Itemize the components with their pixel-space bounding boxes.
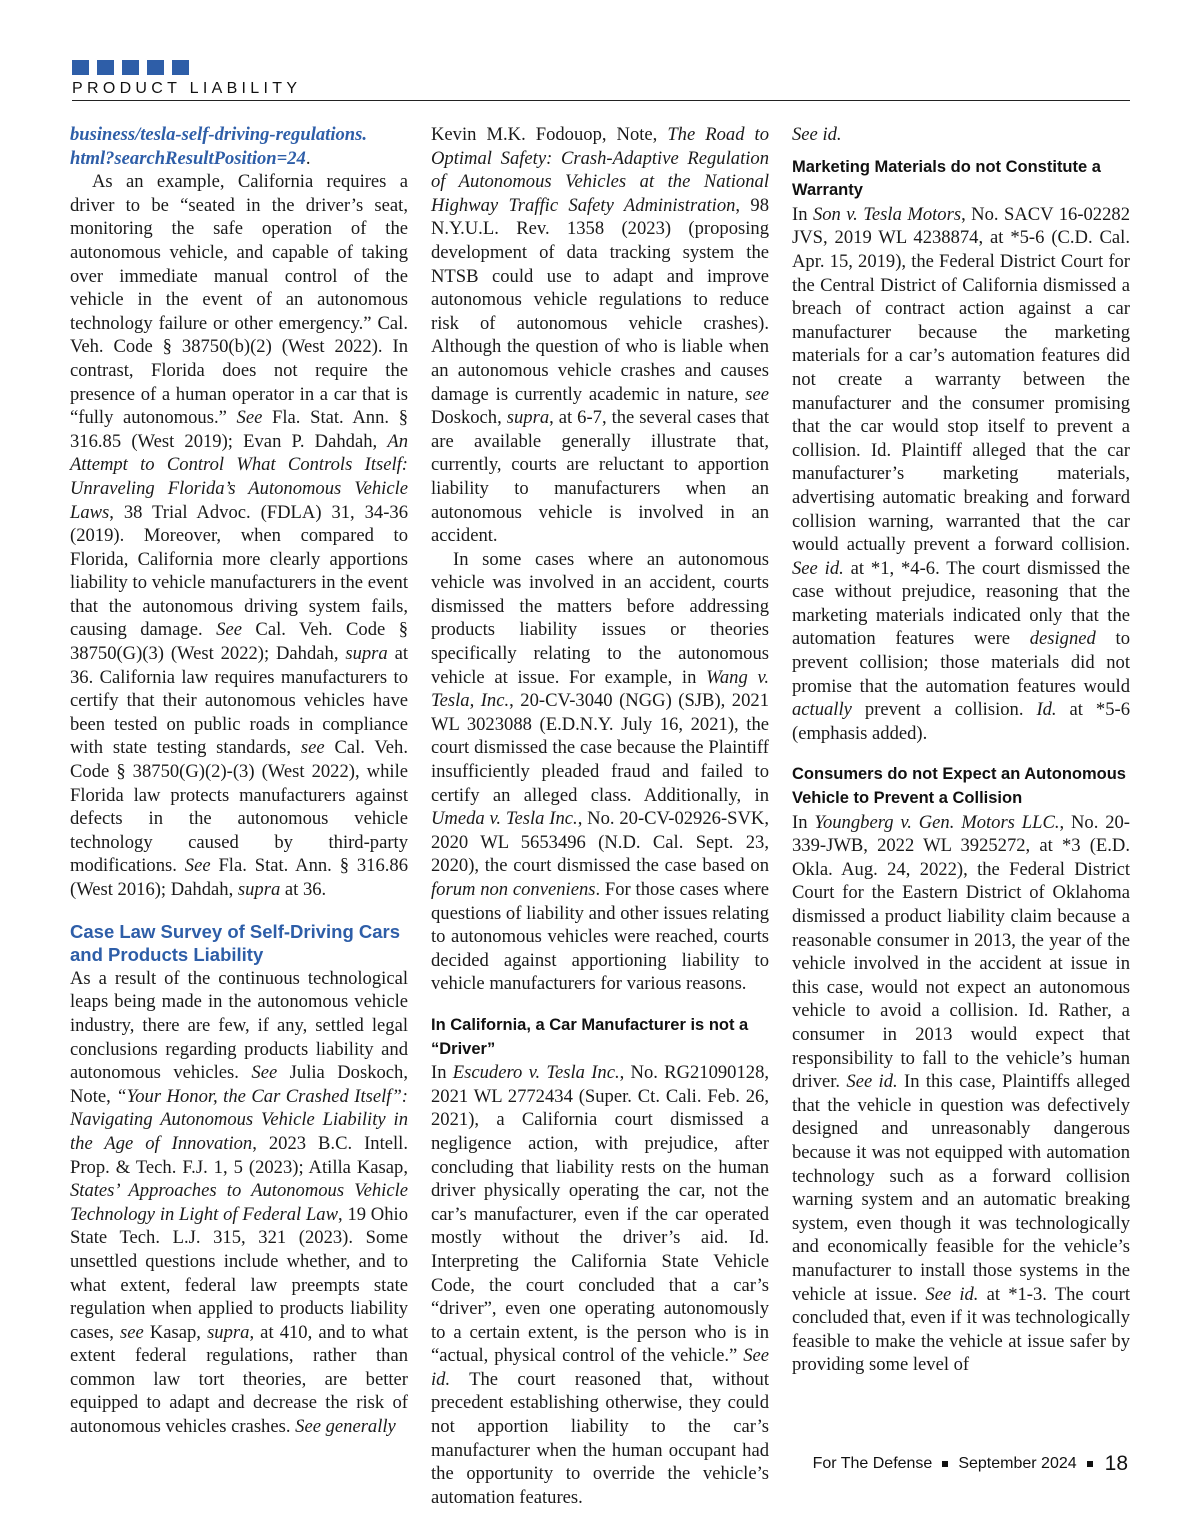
section-label: PRODUCT LIABILITY	[72, 80, 302, 97]
header-square	[122, 60, 139, 75]
url-link[interactable]: business/tesla-self-driving-regulations. html?searchResultPosition=24	[70, 124, 368, 169]
paragraph: As a result of the continuous technological leaps being made in the autonomous vehicle industry, there are few, if any, settled legal conclusions regarding products liability and autonomous vehicles. See Julia Doskoch, Note, “Your Honor, the Car Crashed Itself”: Navigating Autonomous Vehicle Liability in the Age of Innovation, 2023 B.C. Intell. Prop. & Tech. F.J. 1, 5 (2023); Atilla Kasap, States’ Approaches to Autonomous Vehicle Technology in Light of Federal Law, 19 Ohio State Tech. L.J. 315, 321 (2023). Some unsettled questions include whether, and to what extent, federal law preempts state regulation when applied to products liability cases, see Kasap, supra, at 410, and to what extent federal regulations, rather than common law tort theories, are better equipped to adapt and decrease the risk of autonomous vehicles crashes. See generally	[70, 967, 408, 1438]
header-square	[72, 60, 89, 75]
footer-separator	[1087, 1461, 1093, 1467]
publication-name: For The Defense	[812, 1455, 933, 1472]
header-squares	[72, 60, 189, 75]
header-rule	[72, 100, 1130, 101]
issue-date: September 2024	[958, 1455, 1077, 1472]
column-2	[431, 123, 769, 1509]
paragraph: In Escudero v. Tesla Inc., No. RG21090128, 2021 WL 2772434 (Super. Ct. Cali. Feb. 26, 2021), a California court dismissed a negligence action, with prejudice, after concluding that liability rests on the human driver physically operating the car, not the car’s manufacturer, even if the car operated mostly without the driver’s aid. Id. Interpreting the California State Vehicle Code, the court concluded that a car’s “driver”, even one operating autonomously to a certain extent, is the person who is in “actual, physical control of the vehicle.” See id. The court reasoned that, without precedent establishing otherwise, they could not apportion liability to the car’s manufacturer when the human occupant had the opportunity to override the vehicle’s automation features.	[431, 1062, 770, 1508]
column-1	[70, 123, 408, 1439]
url-continuation: business/tesla-self-driving-regulations. html?searchResultPosition=24.	[70, 124, 368, 169]
paragraph: In some cases where an autonomous vehicle was involved in an accident, courts dismissed the matters before addressing products liability issues or theories specifically relating to the autonomous vehicle at issue. For example, in Wang v. Tesla, Inc., 20-CV-3040 (NGG) (SJB), 2021 WL 3023088 (E.D.N.Y. July 16, 2021), the court dismissed the case because the Plaintiff insufficiently pleaded fraud and failed to certify an alleged class. Additionally, in Umeda v. Tesla Inc., No. 20-CV-02926-SVK, 2020 WL 5653496 (N.D. Cal. Sept. 23, 2020), the court dismissed the case based on forum non conveniens. For those cases where questions of liability and other issues relating to autonomous vehicles were reached, courts decided against apportioning liability to vehicle manufacturers for various reasons.	[431, 548, 769, 995]
paragraph: In Youngberg v. Gen. Motors LLC., No. 20-339-JWB, 2022 WL 3925272, at *3 (E.D. Okla. Aug. 24, 2022), the Federal District Court for the Eastern District of Oklahoma dismissed a product liability claim because a reasonable consumer in 2013, the year of the vehicle involved in the accident at issue in this case, would not expect an autonomous vehicle to avoid a collision. Id. Rather, a consumer in 2013 would expect that responsibility to fall to the vehicle’s human driver. See id. In this case, Plaintiffs alleged that the vehicle in question was defectively designed and unreasonably dangerous because it was not equipped with automation technology such as a forward collision warning system and an automatic breaking system, even though it was technologically and economically feasible for the vehicle’s manufacturer to install those systems in the vehicle at issue. See id. at *1-3. The court concluded that, even if it was technologically feasible to make the vehicle at issue safer by providing some level of	[792, 811, 1131, 1376]
subsection-heading: Marketing Materials do not Constitute a Warranty	[792, 157, 1101, 200]
paragraph: Kevin M.K. Fodouop, Note, The Road to Optimal Safety: Crash-Adaptive Regulation of Autonomous Vehicles at the National Highway Traffic Safety Administration, 98 N.Y.U.L. Rev. 1358 (2023) (proposing development of data tracking system the NTSB could use to adapt and improve autonomous vehicle regulations to reduce risk of autonomous vehicle crashes). Although the question of who is liable when an autonomous vehicle crashes and causes damage is currently academic in nature, see Doskoch, supra, at 6-7, the several cases that are available generally illustrate that, currently, courts are reluctant to apportion liability to manufacturers when an autonomous vehicle is involved in an accident.	[431, 124, 770, 547]
header-square	[147, 60, 164, 75]
paragraph-continuation: See id.	[792, 124, 842, 145]
section-heading: Case Law Survey of Self-Driving Cars and Products Liability	[70, 920, 401, 966]
page-footer	[813, 1452, 1128, 1476]
subsection-heading: In California, a Car Manufacturer is not a “Driver”	[431, 1015, 749, 1058]
header-square	[97, 60, 114, 75]
header-square	[172, 60, 189, 75]
paragraph: In Son v. Tesla Motors, No. SACV 16-02282 JVS, 2019 WL 4238874, at *5-6 (C.D. Cal. Apr. 15, 2019), the Federal District Court for the Central District of California dismissed a breach of contract action against a car manufacturer because the marketing materials for a car’s automation features did not create a warranty between the manufacturer and the consumer promising that the car would stop itself to prevent a collision. Id. Plaintiff alleged that the car manufacturer’s marketing materials, advertising automatic breaking and forward collision warning, warranted that the car would actually prevent a forward collision. See id. at *1, *4-6. The court dismissed the case without prejudice, reasoning that the marketing materials indicated only that the automation features were designed to prevent collision; those materials did not promise that the automation features would actually prevent a collision. Id. at *5-6 (emphasis added).	[792, 203, 1131, 744]
subsection-heading: Consumers do not Expect an Autonomous Vehicle to Prevent a Collision	[792, 765, 1126, 808]
footer-separator	[942, 1461, 948, 1467]
page-number: 18	[1104, 1452, 1128, 1475]
column-3	[792, 123, 1130, 1377]
paragraph: As an example, California requires a driver to be “seated in the driver’s seat, monitoring the safe operation of the autonomous vehicle, and capable of taking over immediate manual control of the vehicle in the event of an autonomous technology failure or other emergency.” Cal. Veh. Code § 38750(b)(2) (West 2022). In contrast, Florida does not require the presence of a human operator in a car that is “fully autonomous.” See Fla. Stat. Ann. § 316.85 (West 2019); Evan P. Dahdah, An Attempt to Control What Controls Itself: Unraveling Florida’s Autonomous Vehicle Laws, 38 Trial Advoc. (FDLA) 31, 34-36 (2019). Moreover, when compared to Florida, California more clearly apportions liability to vehicle manufacturers in the event that the autonomous driving system fails, causing damage. See Cal. Veh. Code § 38750(G)(3) (West 2022); Dahdah, supra at 36. California law requires manufacturers to certify that their autonomous vehicles have been tested on public roads in compliance with state testing standards, see Cal. Veh. Code § 38750(G)(2)-(3) (West 2022), while Florida law protects manufacturers against defects in the autonomous vehicle technology caused by third-party modifications. See Fla. Stat. Ann. § 316.86 (West 2016); Dahdah, supra at 36.	[70, 171, 408, 900]
